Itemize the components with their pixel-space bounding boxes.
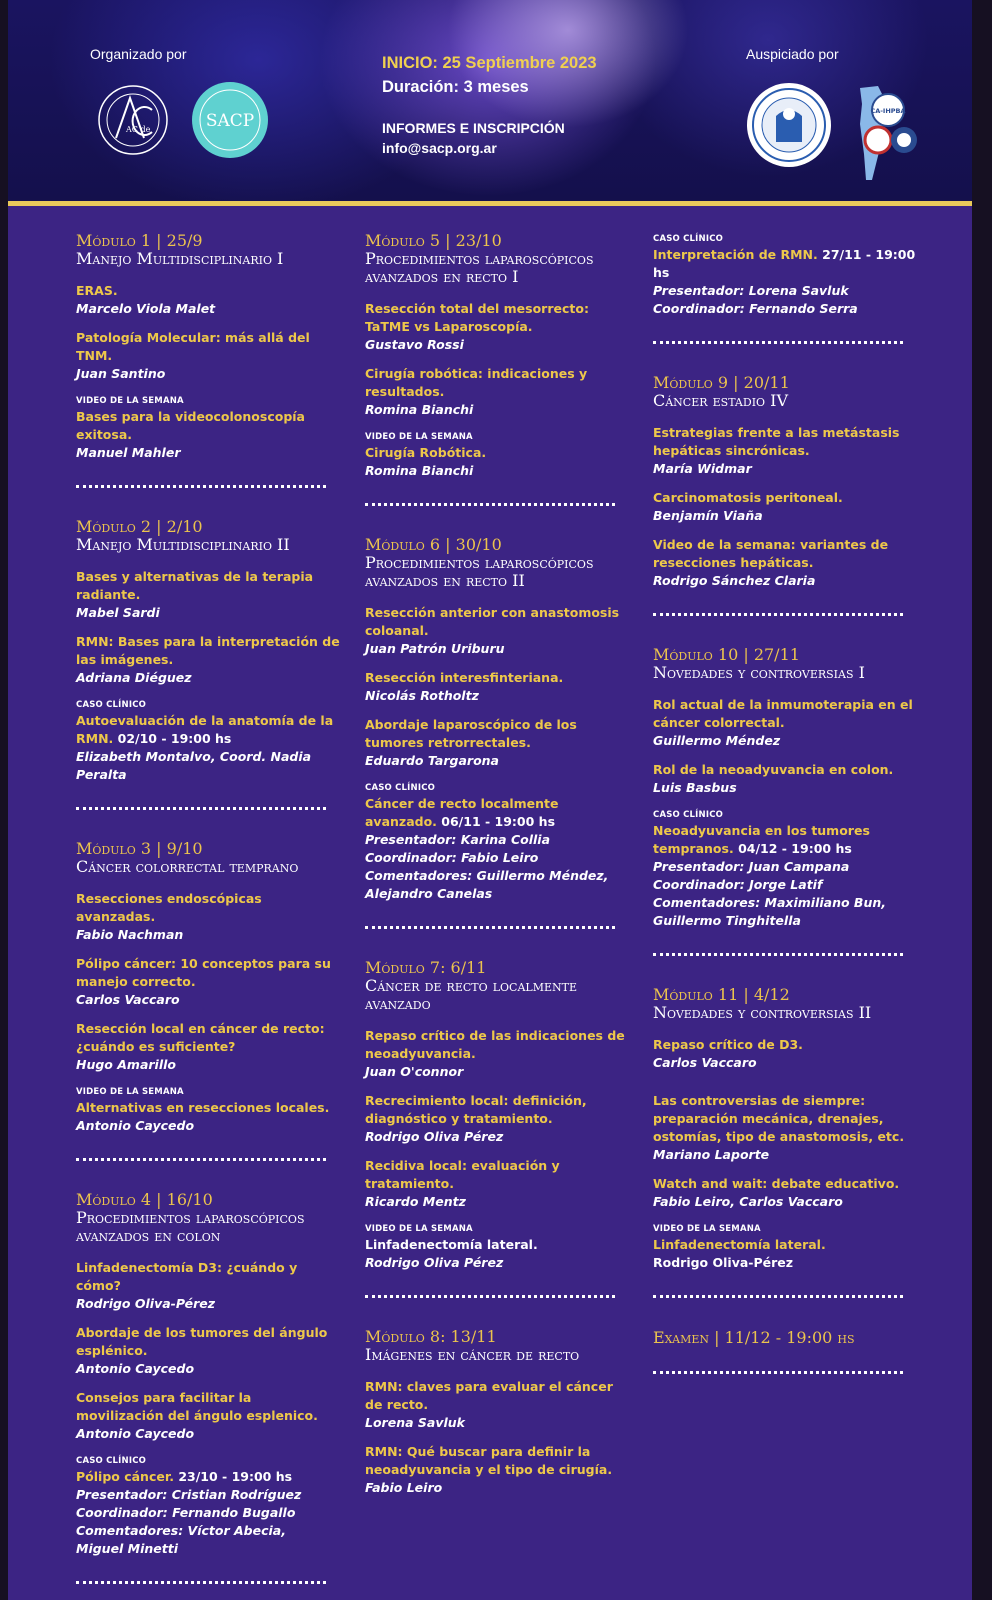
session-topic-text: Cirugía robótica: indicaciones y resultados. — [365, 366, 588, 399]
session-topic-text: Resección anterior con anastomosis coloanal. — [365, 605, 620, 638]
session-tag: VIDEO DE LA SEMANA — [76, 1087, 184, 1097]
module-number: Módulo 11 | 4/12 — [653, 985, 790, 1004]
session-topic-text: Watch and wait: debate educativo. — [653, 1176, 900, 1191]
session-item — [365, 669, 630, 705]
session-topic-text: Rol actual de la inmumoterapia en el cáncer colorrectal. — [653, 697, 913, 730]
session-item — [653, 808, 918, 930]
session-item — [76, 633, 341, 687]
session-topic — [365, 604, 630, 640]
module-number: Módulo 6 | 30/10 — [365, 535, 502, 554]
session-item — [76, 1259, 341, 1313]
session-speaker: Carlos Vaccaro — [653, 1055, 757, 1070]
session-topic-text: Abordaje laparoscópico de los tumores retrorrectales. — [365, 717, 577, 750]
session-tag: VIDEO DE LA SEMANA — [653, 1224, 761, 1234]
module-header — [365, 232, 630, 286]
academia-cirugia-logo — [96, 80, 170, 160]
session-item — [76, 1389, 341, 1443]
session-speaker: Hugo Amarillo — [76, 1057, 176, 1072]
session-speaker: Rodrigo Oliva-Pérez — [653, 1255, 794, 1270]
module-title: Cáncer colorrectal temprano — [76, 857, 299, 876]
dotted-separator — [365, 503, 615, 506]
session-item — [365, 1222, 630, 1272]
module-title: Procedimientos laparoscópicos avanzados en recto I — [365, 249, 594, 286]
session-topic — [76, 633, 341, 669]
session-topic — [365, 716, 630, 752]
session-topic — [365, 1027, 630, 1063]
module-title: Manejo Multidisciplinario II — [76, 535, 290, 554]
module-number: Módulo 5 | 23/10 — [365, 231, 502, 250]
session-item — [653, 232, 918, 318]
session-speaker: Ricardo Mentz — [365, 1194, 466, 1209]
session-tag: CASO CLÍNICO — [365, 783, 436, 793]
session-topic-text: Rol de la neoadyuvancia en colon. — [653, 762, 894, 777]
session-item — [76, 1324, 341, 1378]
session-tag: VIDEO DE LA SEMANA — [365, 1224, 473, 1234]
session-topic-text: Resección local en cáncer de recto: ¿cuándo es suficiente? — [76, 1021, 325, 1054]
session-topic-text: Resecciones endoscópicas avanzadas. — [76, 891, 262, 924]
session-topic-text: Linfadenectomía lateral. — [653, 1237, 826, 1252]
session-item — [365, 1092, 630, 1146]
session-speaker: Juan Santino — [76, 366, 166, 381]
session-topic — [76, 329, 341, 365]
session-topic-text: Consejos para facilitar la movilización del ángulo esplenico. — [76, 1390, 318, 1423]
session-topic-text: Autoevaluación de la anatomía de la RMN. — [76, 713, 334, 746]
poster — [8, 0, 972, 1600]
session-topic-text: Resección total del mesorrecto: TaTME vs Laparoscopía. — [365, 301, 589, 334]
session-speaker: Elizabeth Montalvo, Coord. Nadia Peralta — [76, 749, 312, 782]
session-tag: CASO CLÍNICO — [76, 700, 147, 710]
sacp-logo-text: SACP — [205, 111, 255, 131]
session-speaker: Nicolás Rotholtz — [365, 688, 479, 703]
organized-by-label: Organizado por — [90, 46, 187, 62]
session-item — [76, 329, 341, 383]
session-datetime: 02/10 - 19:00 hs — [117, 731, 232, 746]
session-topic — [76, 955, 341, 991]
session-speaker: Luis Basbus — [653, 780, 737, 795]
module-number: Módulo 1 | 25/9 — [76, 231, 203, 250]
module-header — [76, 840, 341, 876]
session-item — [365, 1027, 630, 1081]
session-item — [653, 424, 918, 478]
module-title: Novedades y controversias II — [653, 1003, 872, 1022]
session-item — [76, 282, 341, 318]
module-title: Procedimientos laparoscópicos avanzados en recto II — [365, 553, 594, 590]
session-topic-text: Interpretación de RMN. — [653, 247, 818, 262]
sacp-logo — [190, 80, 270, 160]
session-speaker: Guillermo Méndez — [653, 733, 781, 748]
session-topic — [653, 1175, 918, 1193]
session-topic — [653, 424, 918, 460]
dotted-separator — [365, 1295, 615, 1298]
module-title: Imágenes en cáncer de recto — [365, 1345, 580, 1364]
session-speaker: Gustavo Rossi — [365, 337, 464, 352]
info-label: INFORMES E INSCRIPCIÓN — [382, 120, 565, 136]
duration: Duración: 3 meses — [382, 78, 529, 96]
contact-email[interactable]: info@sacp.org.ar — [382, 140, 497, 156]
dotted-separator — [653, 341, 903, 344]
aac-logo-text: AC de — [126, 125, 151, 134]
session-datetime: 23/10 - 19:00 hs — [178, 1469, 293, 1484]
session-item — [76, 1454, 341, 1558]
module-title: Manejo Multidisciplinario I — [76, 249, 284, 268]
module-header — [365, 959, 630, 1013]
session-speaker: Presentador: Cristian Rodríguez Coordinador: Fernando Bugallo Comentadores: Víctor Abecia, Miguel Minetti — [76, 1487, 302, 1556]
session-tag: VIDEO DE LA SEMANA — [76, 396, 184, 406]
session-tag: CASO CLÍNICO — [653, 234, 724, 244]
module-title: Cáncer de recto localmente avanzado — [365, 976, 578, 1013]
session-topic — [653, 761, 918, 779]
header-divider — [8, 201, 972, 206]
session-item — [365, 781, 630, 903]
session-item — [76, 955, 341, 1009]
session-item — [653, 536, 918, 590]
module-title: Cáncer estadio IV — [653, 391, 789, 410]
session-topic — [365, 669, 630, 687]
session-topic-text: Pólipo cáncer. — [76, 1469, 174, 1484]
session-topic-text: Recrecimiento local: definición, diagnóstico y tratamiento. — [365, 1093, 587, 1126]
session-speaker: Carlos Vaccaro — [76, 992, 180, 1007]
session-topic-text: RMN: claves para evaluar el cáncer de recto. — [365, 1379, 613, 1412]
session-item — [653, 1036, 918, 1072]
session-datetime: 06/11 - 19:00 hs — [441, 814, 556, 829]
session-item — [365, 1443, 630, 1497]
session-item — [653, 489, 918, 525]
session-speaker: Juan O'connor — [365, 1064, 464, 1079]
session-item — [365, 1157, 630, 1211]
session-topic — [653, 1092, 918, 1146]
session-topic — [653, 1036, 918, 1054]
session-topic-text: Abordaje de los tumores del ángulo esplénico. — [76, 1325, 328, 1358]
session-topic — [653, 536, 918, 572]
session-topic-text: Bases para la videocolonoscopía exitosa. — [76, 409, 305, 442]
session-speaker: Romina Bianchi — [365, 463, 474, 478]
session-topic — [653, 1236, 918, 1254]
module-header — [76, 232, 341, 268]
session-topic — [365, 444, 630, 462]
session-topic — [365, 795, 630, 831]
session-item — [653, 1222, 918, 1272]
dotted-separator — [76, 807, 326, 810]
session-topic — [365, 1443, 630, 1479]
session-topic-text: RMN: Bases para la interpretación de las imágenes. — [76, 634, 340, 667]
session-item — [365, 430, 630, 480]
module-number: Módulo 9 | 20/11 — [653, 373, 790, 392]
session-speaker: Presentador: Lorena Savluk Coordinador: Fernando Serra — [653, 283, 858, 316]
session-topic-text: Estrategias frente a las metástasis hepáticas sincrónicas. — [653, 425, 900, 458]
session-speaker: Rodrigo Oliva-Pérez — [76, 1296, 216, 1311]
session-topic — [76, 890, 341, 926]
session-topic — [76, 1099, 341, 1117]
sponsored-by-label: Auspiciado por — [746, 46, 839, 62]
dotted-separator — [76, 485, 326, 488]
dotted-separator — [653, 1371, 903, 1374]
session-speaker: Antonio Caycedo — [76, 1361, 195, 1376]
session-speaker: Presentador: Juan Campana Coordinador: Jorge Latif Comentadores: Maximiliano Bun, Guillermo Tinghitella — [653, 859, 886, 928]
session-item — [76, 1085, 341, 1135]
session-speaker: Presentador: Karina Collia Coordinador: Fabio Leiro Comentadores: Guillermo Méndez, Alejandro Canelas — [365, 832, 609, 901]
session-item — [76, 394, 341, 462]
session-tag: CASO CLÍNICO — [76, 1456, 147, 1466]
session-speaker: Fabio Nachman — [76, 927, 184, 942]
session-item — [653, 1175, 918, 1211]
ca-ihpba-logo-text: CA-IHPBA — [870, 107, 906, 115]
module-header — [653, 986, 918, 1022]
dotted-separator — [365, 926, 615, 929]
session-speaker: Fabio Leiro, Carlos Vaccaro — [653, 1194, 843, 1209]
session-topic — [76, 1324, 341, 1360]
session-topic-text: RMN: Qué buscar para definir la neoadyuvancia y el tipo de cirugía. — [365, 1444, 613, 1477]
session-topic-text: Pólipo cáncer: 10 conceptos para su manejo correcto. — [76, 956, 331, 989]
session-speaker: Mabel Sardi — [76, 605, 160, 620]
module-header — [76, 1191, 341, 1245]
session-item — [365, 604, 630, 658]
session-topic-text: Neoadyuvancia en los tumores tempranos. — [653, 823, 870, 856]
module-header — [653, 374, 918, 410]
session-topic-text: Bases y alternativas de la terapia radiante. — [76, 569, 314, 602]
module-header — [365, 1328, 630, 1364]
session-speaker: Rodrigo Oliva Pérez — [365, 1129, 504, 1144]
column-left — [76, 232, 341, 1600]
session-topic — [76, 568, 341, 604]
session-item — [365, 300, 630, 354]
session-speaker: Adriana Diéguez — [76, 670, 192, 685]
session-topic-text: Las controversias de siempre: preparación mecánica, drenajes, ostomías, tipo de anastomosis, etc. — [653, 1093, 905, 1144]
session-topic — [76, 1020, 341, 1056]
dotted-separator — [653, 1295, 903, 1298]
module-number: Módulo 3 | 9/10 — [76, 839, 203, 858]
session-item — [76, 568, 341, 622]
module-header — [76, 518, 341, 554]
session-topic — [365, 1092, 630, 1128]
session-speaker: Rodrigo Sánchez Claria — [653, 573, 816, 588]
session-speaker: Rodrigo Oliva Pérez — [365, 1255, 504, 1270]
session-speaker: Antonio Caycedo — [76, 1118, 195, 1133]
session-speaker: Antonio Caycedo — [76, 1426, 195, 1441]
dotted-separator — [76, 1581, 326, 1584]
session-topic-text: Cáncer de recto localmente avanzado. — [365, 796, 559, 829]
session-item — [365, 716, 630, 770]
dotted-separator — [653, 613, 903, 616]
module-number: Módulo 4 | 16/10 — [76, 1190, 213, 1209]
session-topic — [76, 712, 341, 748]
exam-title: Examen | 11/12 - 19:00 hs — [653, 1328, 855, 1347]
session-topic-text: Video de la semana: variantes de resecciones hepáticas. — [653, 537, 889, 570]
session-speaker: Eduardo Targarona — [365, 753, 499, 768]
session-item — [76, 1020, 341, 1074]
session-topic-text: ERAS. — [76, 283, 118, 298]
session-topic — [365, 300, 630, 336]
session-topic-text: Recidiva local: evaluación y tratamiento. — [365, 1158, 560, 1191]
session-speaker: Fabio Leiro — [365, 1480, 443, 1495]
session-item — [365, 365, 630, 419]
session-topic-text: Repaso crítico de las indicaciones de neoadyuvancia. — [365, 1028, 625, 1061]
session-item — [653, 761, 918, 797]
module-number: Módulo 10 | 27/11 — [653, 645, 800, 664]
session-topic-text: Carcinomatosis peritoneal. — [653, 490, 843, 505]
session-datetime: 04/12 - 19:00 hs — [738, 841, 852, 856]
session-topic: Linfadenectomía lateral. — [365, 1237, 538, 1252]
session-speaker: Marcelo Viola Malet — [76, 301, 216, 316]
asociacion-argentina-cirugia-logo — [746, 82, 832, 168]
module-title: Procedimientos laparoscópicos avanzados en colon — [76, 1208, 305, 1245]
session-topic-text: Linfadenectomía D3: ¿cuándo y cómo? — [76, 1260, 298, 1293]
session-item — [653, 696, 918, 750]
session-topic — [76, 282, 341, 300]
dotted-separator — [653, 953, 903, 956]
dotted-separator — [76, 1158, 326, 1161]
session-tag: CASO CLÍNICO — [653, 810, 724, 820]
session-datetime: 27/11 - 19:00 hs — [653, 247, 916, 280]
start-date: INICIO: 25 Septiembre 2023 — [382, 54, 597, 72]
module-number: Módulo 7: 6/11 — [365, 958, 487, 977]
session-speaker: Benjamín Viaña — [653, 508, 763, 523]
session-topic-text: Cirugía Robótica. — [365, 445, 487, 460]
session-tag: VIDEO DE LA SEMANA — [365, 432, 473, 442]
ca-ihpba-logo — [848, 84, 924, 184]
session-topic — [365, 1378, 630, 1414]
column-middle — [365, 232, 630, 1508]
session-topic-text: Repaso crítico de D3. — [653, 1037, 803, 1052]
session-item — [365, 1378, 630, 1432]
session-item — [76, 890, 341, 944]
session-topic — [653, 246, 918, 282]
session-topic — [76, 1468, 341, 1486]
session-topic — [365, 1157, 630, 1193]
session-topic-text: Patología Molecular: más allá del TNM. — [76, 330, 310, 363]
module-header — [365, 536, 630, 590]
column-right — [653, 232, 918, 1404]
course-info — [382, 52, 597, 158]
session-topic — [365, 365, 630, 401]
session-speaker: Lorena Savluk — [365, 1415, 465, 1430]
module-number: Módulo 2 | 2/10 — [76, 517, 203, 536]
session-speaker: Manuel Mahler — [76, 445, 181, 460]
session-topic — [653, 696, 918, 732]
session-topic-text: Resección interesfinteriana. — [365, 670, 564, 685]
session-topic — [76, 408, 341, 444]
session-speaker: Romina Bianchi — [365, 402, 474, 417]
session-topic-text: Alternativas en resecciones locales. — [76, 1100, 330, 1115]
session-speaker: Mariano Laporte — [653, 1147, 770, 1162]
session-topic — [76, 1389, 341, 1425]
header-banner — [8, 0, 972, 201]
session-topic — [653, 822, 918, 858]
session-topic — [76, 1259, 341, 1295]
module-title: Novedades y controversias I — [653, 663, 865, 682]
module-header — [653, 646, 918, 682]
session-topic — [653, 489, 918, 507]
module-number: Módulo 8: 13/11 — [365, 1327, 497, 1346]
session-speaker: Juan Patrón Uriburu — [365, 641, 505, 656]
session-speaker: María Widmar — [653, 461, 752, 476]
session-item — [76, 698, 341, 784]
session-item — [653, 1092, 918, 1164]
